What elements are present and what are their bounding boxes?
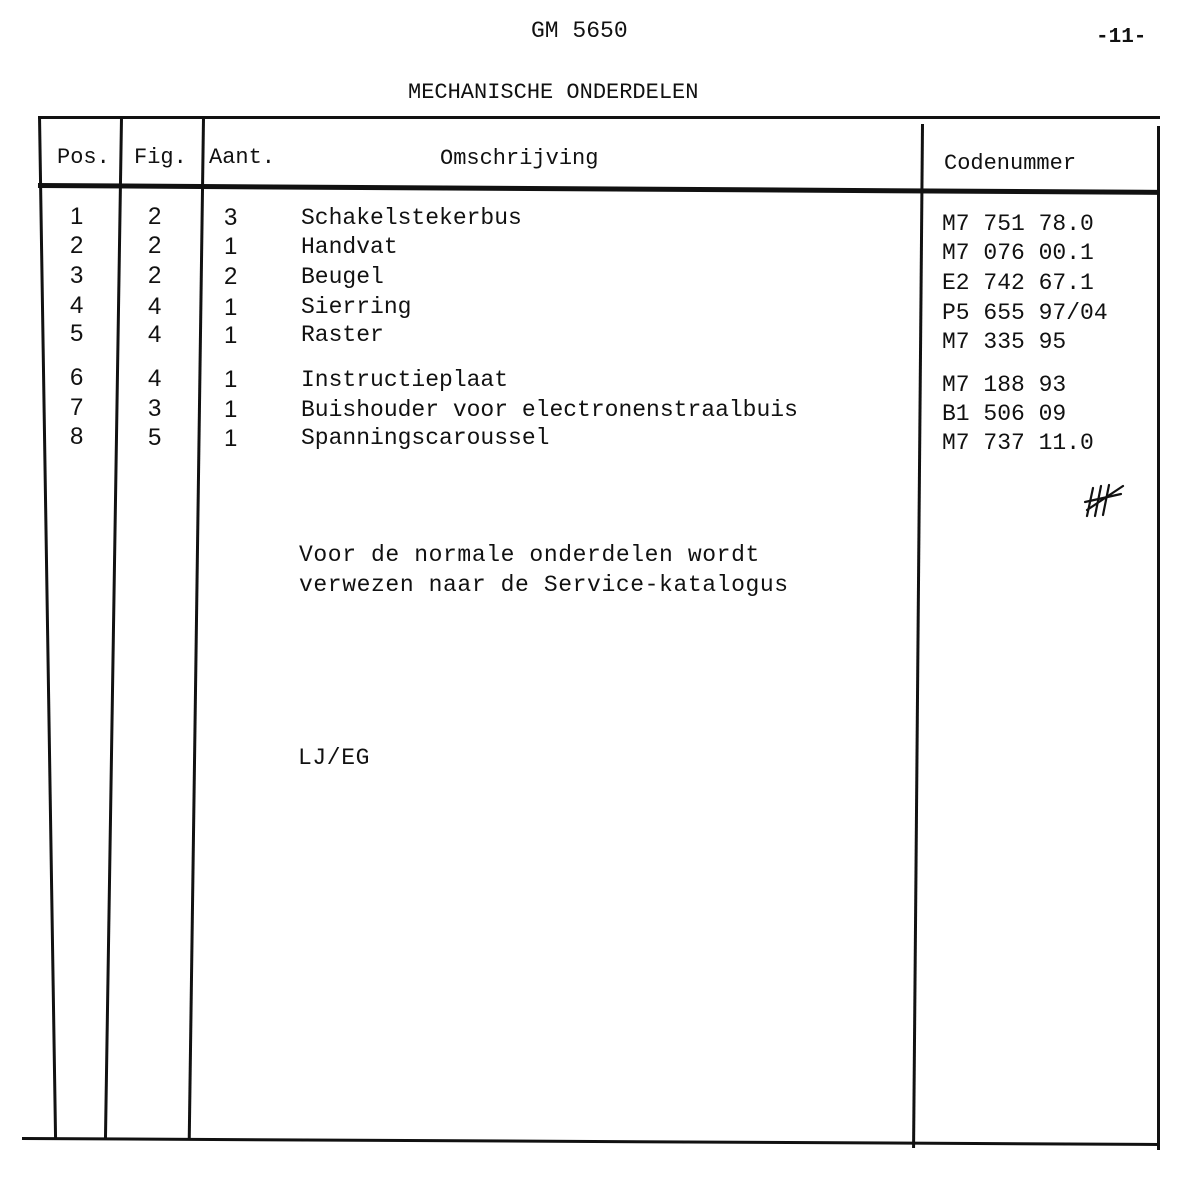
cell-desc: Beugel [301,264,384,290]
note-line-2: verwezen naar de Service-katalogus [299,572,789,598]
cell-aant: 1 [224,233,238,260]
table-border-left [38,116,57,1140]
cell-aant: 1 [224,425,238,452]
cell-fig: 5 [148,424,162,451]
cell-pos: 4 [70,292,84,319]
cell-desc: Schakelstekerbus [301,205,522,231]
cell-fig: 3 [148,395,162,422]
cell-code: M7 737 11.0 [942,430,1094,456]
col-divider-code [912,124,924,1148]
cell-fig: 4 [148,293,162,320]
cell-code: E2 742 67.1 [942,270,1094,296]
cell-desc: Raster [301,322,384,348]
doc-id: GM 5650 [531,18,628,44]
cell-pos: 3 [70,262,84,289]
col-header-omschrijving: Omschrijving [440,146,599,171]
cell-aant: 1 [224,366,238,393]
cell-fig: 2 [148,203,162,230]
cell-pos: 7 [70,394,84,421]
col-divider-fig [188,118,205,1140]
cell-desc: Handvat [301,234,398,260]
note-line-1: Voor de normale onderdelen wordt [299,542,760,568]
col-header-fig: Fig. [134,145,187,170]
document-title: MECHANISCHE ONDERDELEN [408,80,699,105]
cell-code: M7 076 00.1 [942,240,1094,266]
page-number: -11- [1096,26,1147,49]
col-header-pos: Pos. [57,145,110,170]
cell-fig: 2 [148,232,162,259]
cell-code: B1 506 09 [942,401,1067,427]
cell-desc: Spanningscaroussel [301,425,550,451]
table-border-top [38,116,1160,119]
cell-pos: 6 [70,364,84,391]
cell-aant: 3 [224,204,238,231]
cell-pos: 2 [70,232,84,259]
cell-fig: 2 [148,262,162,289]
cell-code: P5 655 97/04 [942,300,1108,326]
cell-aant: 2 [224,263,238,290]
col-header-aant: Aant. [209,145,276,170]
cell-aant: 1 [224,396,238,423]
initials: LJ/EG [298,745,371,771]
cell-code: M7 188 93 [942,372,1067,398]
cell-code: M7 751 78.0 [942,211,1094,237]
cell-aant: 1 [224,294,238,321]
cell-aant: 1 [224,322,238,349]
table-border-right [1157,126,1160,1150]
cell-fig: 4 [148,321,162,348]
col-divider-pos [104,118,123,1140]
cell-desc: Sierring [301,294,412,320]
hash-end-mark-icon [1083,480,1125,520]
cell-desc: Buishouder voor electronenstraalbuis [301,397,798,423]
table-border-bottom [22,1137,1160,1146]
cell-fig: 4 [148,365,162,392]
cell-pos: 1 [70,203,84,230]
cell-pos: 5 [70,320,84,347]
cell-pos: 8 [70,423,84,450]
cell-code: M7 335 95 [942,329,1067,355]
col-header-codenummer: Codenummer [944,151,1077,176]
header-rule [38,183,1160,195]
cell-desc: Instructieplaat [301,367,509,393]
